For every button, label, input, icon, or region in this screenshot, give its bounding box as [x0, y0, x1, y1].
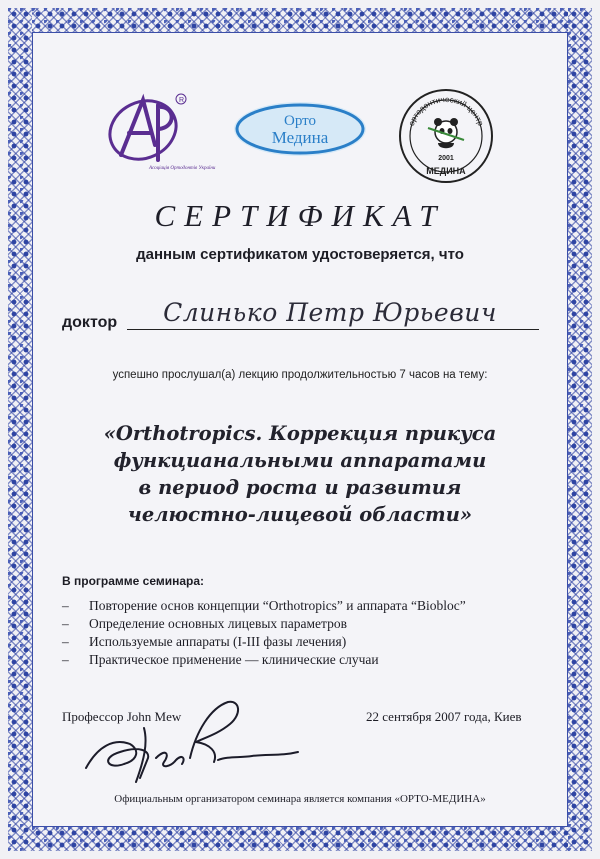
- topic-line: функцианальными аппаратами: [113, 449, 487, 472]
- topic-line: «Orthotropics. Коррекция прикуса: [103, 422, 497, 445]
- ornament-border-top: [8, 8, 592, 32]
- list-item: – Используемые аппараты (I-III фазы лечения): [62, 634, 347, 649]
- center-year: 2001: [438, 155, 454, 162]
- professor-name: Профессор John Mew: [62, 709, 182, 724]
- orthodontic-center-logo-icon: [398, 88, 494, 184]
- certificate-title: СЕРТИФИКАТ: [154, 198, 446, 233]
- list-item: – Практическое применение — клинические случаи: [62, 652, 379, 667]
- ornament-border-bottom: [8, 827, 592, 851]
- center-ring-text: ортодонтический центр: [406, 94, 486, 128]
- aaou-text: Асоціація Ортодонтів України: [149, 166, 216, 171]
- lecture-line: успешно прослушал(а) лекцию продолжительностью 7 часов на тему:: [112, 369, 488, 381]
- lecture-topic: [90, 420, 510, 528]
- doctor-label: доктор: [62, 314, 118, 331]
- list-item: – Повторение основ концепции “Orthotropics” и аппарата “Biobloc”: [62, 598, 466, 613]
- list-item: – Определение основных лицевых параметров: [62, 616, 347, 631]
- program-list: [62, 597, 542, 669]
- program-title: В программе семинара:: [62, 574, 205, 588]
- topic-line: в период роста и развития: [138, 476, 462, 499]
- ortomedina-line1: Орто: [284, 113, 316, 129]
- doctor-underline: [127, 329, 539, 330]
- organizer-line: Официальным организатором семинара является компания «ОРТО-МЕДИНА»: [114, 793, 486, 805]
- topic-line: челюстно-лицевой области»: [127, 503, 473, 526]
- ortomedina-line2: Медина: [271, 128, 329, 147]
- ornament-border-left: [8, 8, 32, 851]
- certificate-date: 22 сентября 2007 года, Киев: [366, 709, 522, 724]
- ornament-border-right: [568, 8, 592, 851]
- doctor-name: Слинько Петр Юрьевич: [163, 298, 497, 327]
- certificate-subtitle: данным сертификатом удостоверяется, что: [136, 246, 464, 263]
- center-name: МЕДИНА: [426, 166, 466, 176]
- svg-text:R: R: [179, 97, 185, 104]
- ortomedina-logo-icon: [232, 100, 368, 158]
- aaou-logo-icon: [103, 85, 216, 185]
